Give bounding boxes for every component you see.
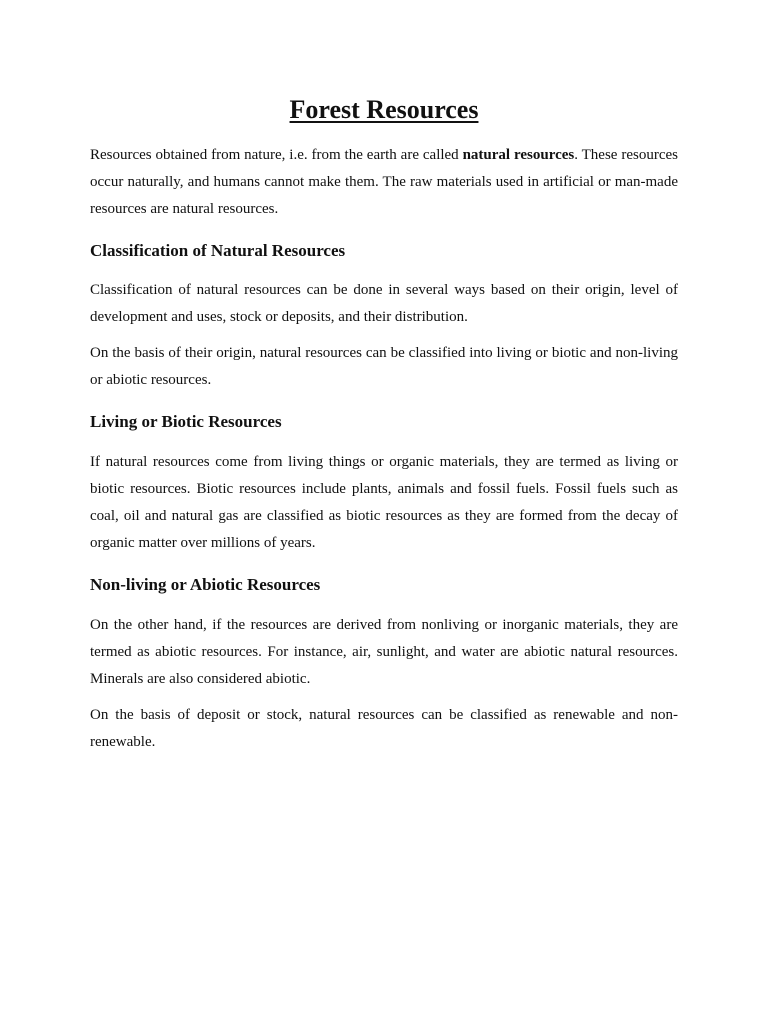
intro-bold-term: natural resources xyxy=(462,147,575,163)
living-paragraph-1: If natural resources come from living things or organic materials, they are termed as living or biotic resources. Biotic resources include plants, animals and fossil fuels. Fossil fuels such as coal, oil and natural gas are classified as biotic resources as they are formed from the decay of organic matter over millions of years. xyxy=(90,454,678,551)
classification-paragraph-1: Classification of natural resources can be done in several ways based on their origin, level of development and uses, stock or deposits, and their distribution. xyxy=(90,282,678,325)
nonliving-paragraph-1: On the other hand, if the resources are derived from nonliving or inorganic materials, they are termed as abiotic resources. For instance, air, sunlight, and water are abiotic natural resources. Minerals are also considered abiotic. xyxy=(90,617,678,687)
classification-paragraph-2: On the basis of their origin, natural resources can be classified into living or biotic and non-living or abiotic resources. xyxy=(90,345,678,388)
section-heading-nonliving: Non-living or Abiotic Resources xyxy=(90,575,321,594)
page-title: Forest Resources xyxy=(289,95,479,124)
section-heading-classification: Classification of Natural Resources xyxy=(90,241,346,260)
intro-text-after: . These resources occur naturally, and humans cannot make them. The raw materials used in artificial or man-made resources are natural resources. xyxy=(90,147,678,217)
intro-paragraph xyxy=(90,142,678,223)
nonliving-paragraph-2: On the basis of deposit or stock, natural resources can be classified as renewable and non-renewable. xyxy=(90,707,678,750)
intro-text-before: Resources obtained from nature, i.e. from the earth are called xyxy=(90,147,463,163)
section-heading-living: Living or Biotic Resources xyxy=(90,412,282,431)
